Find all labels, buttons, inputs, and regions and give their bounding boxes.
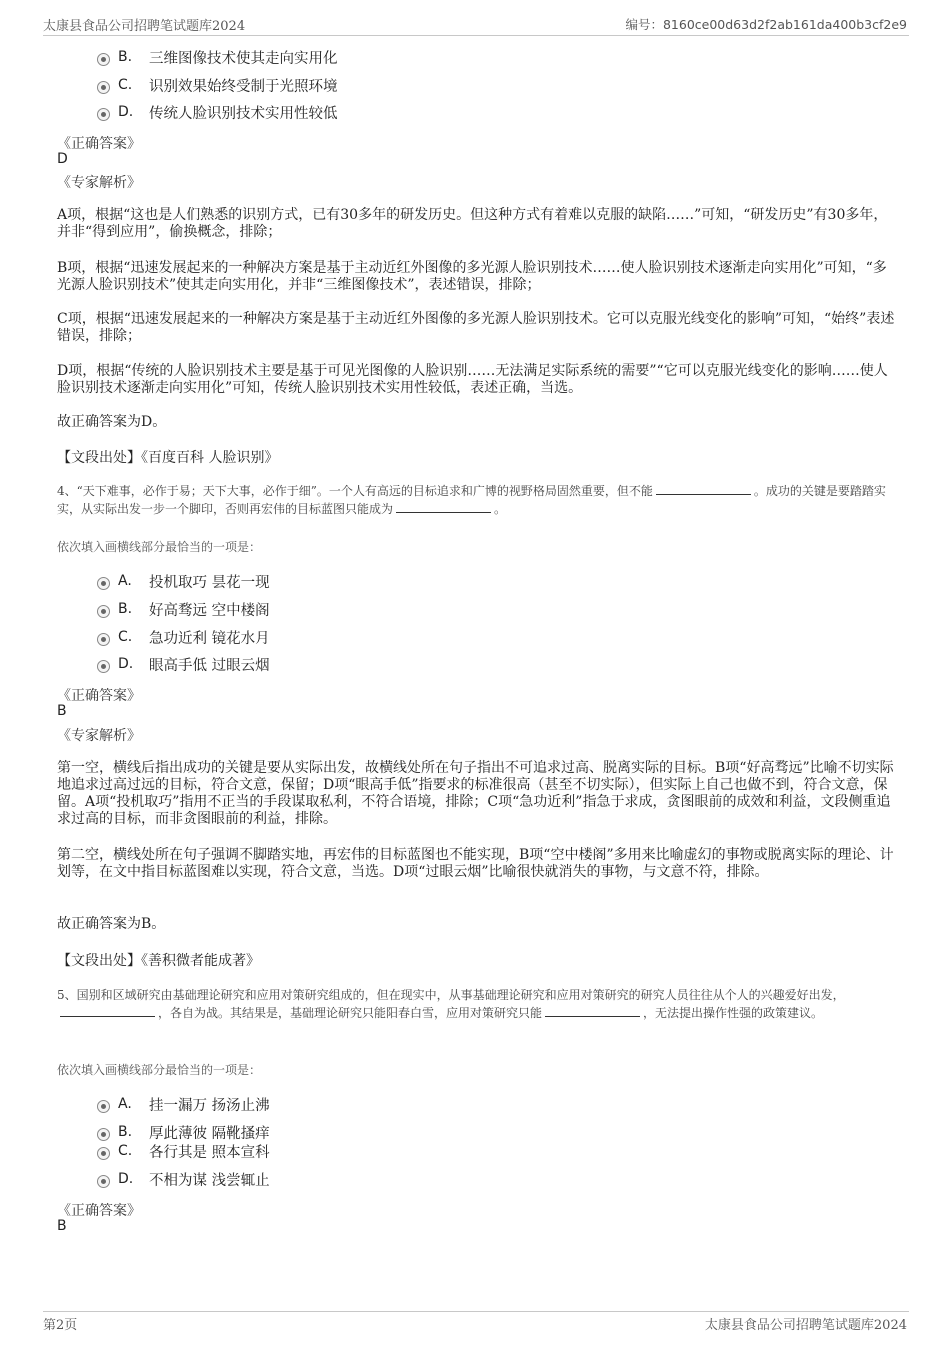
q5-option-c[interactable] [97,1140,270,1162]
q3-option-b[interactable] [97,46,338,68]
option-text: 眼高手低 过眼云烟 [149,657,270,674]
q5-text-3: ，无法提出操作性强的政策建议。 [643,1006,824,1020]
q3-conclusion: 故正确答案为D。 [57,414,167,430]
q4-text-3: 。 [494,502,507,516]
option-letter: D. [118,1171,134,1187]
q5-answer-label: 《正确答案》 [57,1203,141,1219]
source-label: 【文段出处】 [57,953,141,969]
option-text: 好高骛远 空中楼阁 [149,602,270,619]
radio-icon[interactable] [97,660,110,673]
radio-icon[interactable] [97,577,110,590]
option-letter: D. [118,104,134,120]
q3-answer: D [57,151,68,167]
footer-divider [43,1311,909,1312]
option-text: 识别效果始终受制于光照环境 [149,78,338,95]
q3-source [57,447,278,467]
option-text: 急功近利 镜花水月 [149,630,270,647]
option-text: 传统人脸识别技术实用性较低 [149,105,338,122]
radio-icon[interactable] [97,53,110,66]
option-text: 各行其是 照本宣科 [149,1144,270,1161]
option-text: 厚此薄彼 隔靴搔痒 [149,1125,270,1142]
q4-text-2: 。成功的关键是要踏踏实实，从实际出发一步一个脚印，否则再宏伟的目标蓝图只能成为 [57,484,886,516]
option-letter: A. [118,573,132,589]
q4-question [57,482,902,518]
q5-instruction: 依次填入画横线部分最恰当的一项是： [57,1063,262,1077]
option-letter: A. [118,1096,132,1112]
footer-page-number: 第2页 [43,1318,78,1333]
radio-icon[interactable] [97,633,110,646]
q4-blank-2 [396,501,491,513]
radio-icon[interactable] [97,1175,110,1188]
radio-icon[interactable] [97,1128,110,1141]
q4-option-c[interactable] [97,626,270,648]
q5-answer: B [57,1218,67,1234]
option-letter: C. [118,77,133,93]
header-doc-id: 编号：8160ce00d63d2f2ab161da400b3cf2e9 [625,17,907,32]
source-title: 《善积微者能成著》 [141,953,260,969]
q5-question [57,986,902,1022]
q4-answer: B [57,703,67,719]
q4-blank-1 [656,483,751,495]
header-title: 太康县食品公司招聘笔试题库2024 [43,19,246,34]
radio-icon[interactable] [97,81,110,94]
radio-icon[interactable] [97,605,110,618]
q3-answer-label: 《正确答案》 [57,136,141,152]
q5-text-2: ，各自为战。其结果是，基础理论研究只能阳春白雪，应用对策研究只能 [158,1006,543,1020]
q3-analysis-b: B项，根据“迅速发展起来的一种解决方案是基于主动近红外图像的多光源人脸识别技术……使人脸识别技术逐渐走向实用化”可知，“多光源人脸识别技术”使其走向实用化，并非“三维图像技术”，表述错误，排除； [57,260,887,293]
option-letter: B. [118,601,133,617]
option-text: 不相为谋 浅尝辄止 [149,1172,270,1189]
option-letter: C. [118,1143,133,1159]
option-letter: D. [118,656,134,672]
q3-analysis-label: 《专家解析》 [57,175,141,191]
q4-option-a[interactable] [97,570,270,592]
q3-analysis-c: C项，根据“迅速发展起来的一种解决方案是基于主动近红外图像的多光源人脸识别技术。它可以克服光线变化的影响”可知，“始终”表述错误，排除； [57,311,895,344]
option-text: 投机取巧 昙花一现 [149,574,270,591]
q4-option-d[interactable] [97,653,270,675]
q3-analysis-a: A项，根据“这也是人们熟悉的识别方式，已有30多年的研发历史。但这种方式有着难以克服的缺陷……”可知，“研发历史”有30多年，并非“得到应用”，偷换概念，排除； [57,207,888,240]
q4-analysis-1: 第一空，横线后指出成功的关键是要从实际出发，故横线处所在句子指出不可追求过高、脱离实际的目标。B项“好高骛远”比喻不切实际地追求过高过远的目标，符合文意，保留；D项“眼高手低”指要求的标准很高（甚至不切实际），但实际上自己也做不到，符合文意，保留。A项“投机取巧”指用不正当的手段谋取私利，不符合语境，排除；C项“急功近利”指急于求成，贪图眼前的成效和利益，文段侧重追求过高的目标，而非贪图眼前的利益，排除。 [57,760,894,827]
option-text: 三维图像技术使其走向实用化 [149,50,338,67]
q4-analysis-label: 《专家解析》 [57,728,141,744]
q4-source [57,950,260,970]
option-letter: B. [118,49,133,65]
q4-answer-label: 《正确答案》 [57,688,141,704]
q5-text-1: 5、国别和区域研究由基础理论研究和应用对策研究组成的，但在现实中，从事基础理论研究和应用对策研究的研究人员往往从个人的兴趣爱好出发， [57,988,845,1002]
q4-text-1: 4、“天下难事，必作于易；天下大事，必作于细”。一个人有高远的目标追求和广博的视野格局固然重要，但不能 [57,484,653,498]
radio-icon[interactable] [97,1147,110,1160]
q5-option-d[interactable] [97,1168,270,1190]
q5-blank-2 [545,1005,640,1017]
q4-analysis-2: 第二空，横线处所在句子强调不脚踏实地，再宏伟的目标蓝图也不能实现，B项“空中楼阁”多用来比喻虚幻的事物或脱离实际的理论、计划等，在文中指目标蓝图难以实现，符合文意，当选。D项“过眼云烟”比喻很快就消失的事物，与文意不符，排除。 [57,847,894,880]
option-letter: B. [118,1124,133,1140]
q4-instruction: 依次填入画横线部分最恰当的一项是： [57,540,262,554]
option-text: 挂一漏万 扬汤止沸 [149,1097,270,1114]
footer-title: 太康县食品公司招聘笔试题库2024 [704,1318,907,1333]
radio-icon[interactable] [97,1100,110,1113]
q4-conclusion: 故正确答案为B。 [57,916,166,932]
q5-blank-1 [60,1005,155,1017]
radio-icon[interactable] [97,108,110,121]
header-divider [43,35,909,36]
q4-option-b[interactable] [97,598,270,620]
option-letter: C. [118,629,133,645]
q3-option-d[interactable] [97,101,338,123]
source-title: 《百度百科 人脸识别》 [141,450,279,466]
q3-option-c[interactable] [97,74,338,96]
source-label: 【文段出处】 [57,450,141,466]
q3-analysis-d: D项，根据“传统的人脸识别技术主要是基于可见光图像的人脸识别……无法满足实际系统的需要”“它可以克服光线变化的影响……使人脸识别技术逐渐走向实用化”可知，传统人脸识别技术实用性较低，表述正确，当选。 [57,363,888,396]
q5-option-a[interactable] [97,1093,270,1115]
